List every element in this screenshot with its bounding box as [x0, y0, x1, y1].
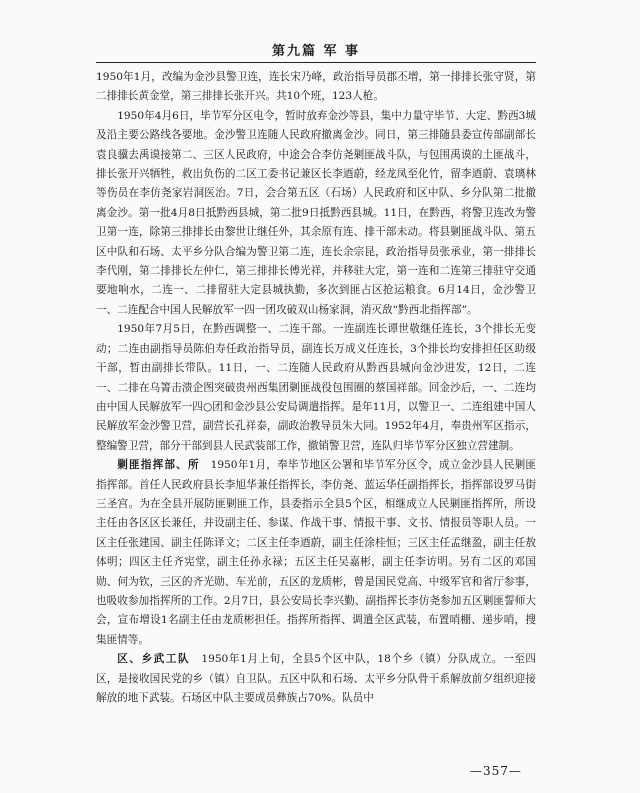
- body-text: [96, 68, 536, 708]
- page-number: —357—: [470, 764, 522, 778]
- section-heading-militia: 区、乡武工队: [117, 653, 191, 666]
- paragraph-5: [96, 650, 536, 708]
- paragraph-3: 1950年7月5日，在黔西调整一、二连干部。一连副连长谭世敬继任连长，3个排长无变动；二连由副指导员陈伯寿任政治指导员，副连长万成义任连长，3个排长均安排担任区助级干部，暂由副排长带队。11日，一、二连随人民政府从黔西县城向金沙进发，12日，二连一、二排在乌箐击溃企图突破贵州西集团剿匪战役包围圈的蔡国祥部。回金沙后，一、二连均由中国人民解放军一四○团和金沙县公安局调遣指挥。是年11月，以警卫一、二连组建中国人民解放军金沙警卫营，副营长孔祥泰，副政治教导员朱大同。1952年4月，奉贵州军区指示，整编警卫营，部分干部到县人民武装部工作，撤销警卫营，连队归毕节军分区独立营建制。: [96, 323, 536, 452]
- paragraph-1: 1950年1月，改编为金沙县警卫连，连长宋乃峰，政治指导员郡丕增，第一排排长张守贤，第二排排长黄金堂，第三排排长张开兴。共10个班，123人枪。: [96, 71, 536, 103]
- paragraph-2: 1950年4月6日，毕节军分区电令，暂时放弃金沙等县，集中力量守毕节、大定、黔西3城及沿主要公路线各要地。金沙警卫连随人民政府撤离金沙。同日，第三排随县委宣传部副部长袁良骥去禹谟接第二、三区人民政府，中途会合李仿尧剿匪战斗队，与包围禹谟的土匪战斗，排长张开兴牺牲，救出负伤的二区工委书记兼区长李迺蔚，经龙凤至化竹，留李迺蔚、袁璃林等伤员在李仿尧家岩洞医治。7日，会合第五区（石场）人民政府和区中队、乡分队第二批撤离金沙。第一批4月8日抵黔西县城，第二批9日抵黔西县城。11日，在黔西，将警卫连改为警卫第一连，除第三排排长由黎世让继任外，其余原有连、排干部未动。将县剿匪战斗队、第五区中队和石场、太平乡分队合编为警卫第二连，连长余宗昆，政治指导员张承业，第一排排长李代刚，第二排排长左仲仁，第三排排长傅光祥，并移驻大定，第一连和二连第三排驻守交通要地响水，二连一、二排留驻大定县城执勤，多次到匪占区抢运粮食。6月14日，金沙警卫一、二连配合中国人民解放军一四一团攻破双山杨家洞，消灭敌“黔西北指挥部”。: [96, 109, 536, 316]
- section-heading-command: 剿匪指挥部、所: [117, 459, 200, 472]
- paragraph-5-text: 1950年1月上旬，全县5个区中队，18个乡（镇）分队成立。一至四区，是接收国民党的乡（镇）自卫队。五区中队和石场、太平乡分队骨干系解放前夕组织迎接解放的地下武装。石场区中队主要成员彝族占70%。队员中: [96, 653, 537, 704]
- paragraph-4: [96, 456, 536, 650]
- header-rule: [96, 62, 536, 63]
- running-header: 第九篇 军 事: [271, 44, 361, 59]
- paragraph-4-text: 1950年1月，奉毕节地区公署和毕节军分区令，成立金沙县人民剿匪指挥部。首任人民政府县长李旭华兼任指挥长，李仿尧、蓝运华任副指挥长，指挥部设罗马街三圣宫。为在全县开展防匪剿匪工作，县委指示全县5个区，相继成立人民剿匪指挥所，所设主任由各区区长兼任，并设副主任、参谋、作战干事、情报干事、文书、情报员等职人员。一区主任张建国、副主任陈译文；二区主任李迺蔚，副主任涂桂恒；三区主任孟继盈，副主任敖体明；四区主任齐宪堂，副主任孙永禄；五区主任吴嘉彬，副主任李访明。另有二区的邓国勋、何为钦，三区的齐光勋、车光前，五区的龙质彬，曾是国民党高、中级军官和省厅参事，也吸收参加指挥所的工作。2月7日，县公安局长李兴勤、副指挥长李仿尧参加五区剿匪誓师大会，宣布增设1名副主任由龙质彬担任。指挥所指挥、调遣全区武装，布置哨棚、递步哨，搜集匪情等。: [96, 459, 537, 646]
